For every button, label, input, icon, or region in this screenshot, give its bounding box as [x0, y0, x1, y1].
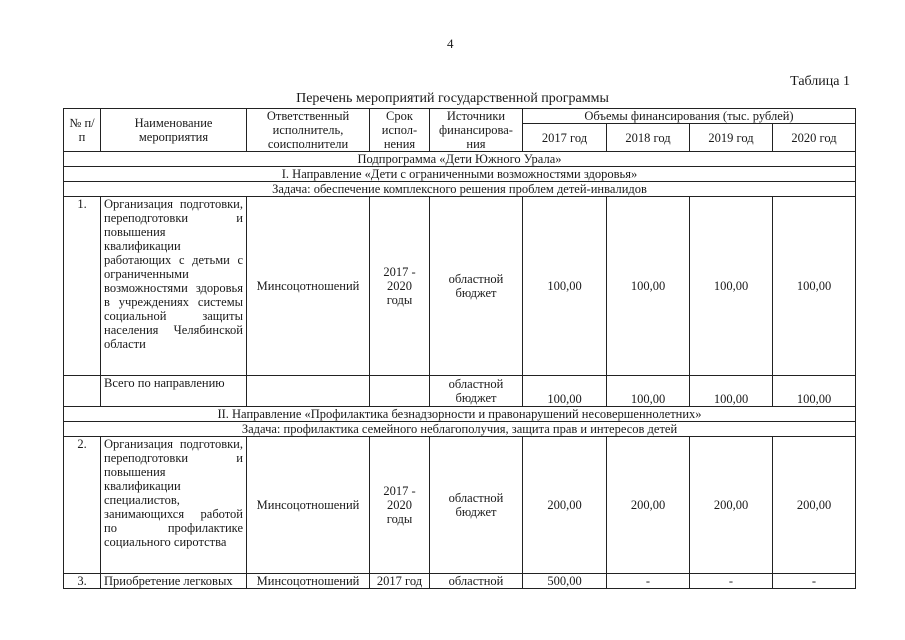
- row-3-source: областной: [430, 574, 523, 589]
- row-2-responsible: Минсоцотношений: [247, 437, 370, 574]
- header-row-1: [64, 109, 856, 124]
- table-label: Таблица 1: [790, 74, 850, 89]
- measures-table: [63, 108, 856, 589]
- header-name: Наименование мероприятия: [101, 109, 247, 152]
- row-1-name: Организация подготовки, переподготовки и повышения квалификации работающих с детьми с ограниченными возможностями здоровья в учреждениях системы социальной защиты населения Челябинской области: [101, 197, 247, 376]
- total-1-value-2017: 100,00: [523, 376, 607, 407]
- table-row: [64, 197, 856, 376]
- header-year-2019: 2019 год: [690, 124, 773, 152]
- row-1-value-2018: 100,00: [607, 197, 690, 376]
- row-2-source: областной бюджет: [430, 437, 523, 574]
- row-1-term: 2017 - 2020 годы: [370, 197, 430, 376]
- task-1-title: Задача: обеспечение комплексного решения проблем детей-инвалидов: [64, 182, 856, 197]
- direction-1-row: [64, 167, 856, 182]
- row-2-value-2018: 200,00: [607, 437, 690, 574]
- row-1-value-2017: 100,00: [523, 197, 607, 376]
- page-number: 4: [447, 36, 454, 51]
- task-1-row: [64, 182, 856, 197]
- total-1-name: Всего по направлению: [101, 376, 247, 407]
- task-2-title: Задача: профилактика семейного неблагополучия, защита прав и интересов детей: [64, 422, 856, 437]
- total-1-num: [64, 376, 101, 407]
- row-1-source: областной бюджет: [430, 197, 523, 376]
- subprogram-row: [64, 152, 856, 167]
- header-year-2020: 2020 год: [773, 124, 856, 152]
- total-1-value-2019: 100,00: [690, 376, 773, 407]
- header-responsible: Ответственный исполнитель, соисполнители: [247, 109, 370, 152]
- row-3-value-2017: 500,00: [523, 574, 607, 589]
- total-1-value-2020: 100,00: [773, 376, 856, 407]
- row-3-value-2020: -: [773, 574, 856, 589]
- row-3-value-2018: -: [607, 574, 690, 589]
- row-2-value-2020: 200,00: [773, 437, 856, 574]
- row-1-responsible: Минсоцотношений: [247, 197, 370, 376]
- direction-2-row: [64, 407, 856, 422]
- row-3-value-2019: -: [690, 574, 773, 589]
- document-title: Перечень мероприятий государственной программы: [296, 91, 609, 106]
- header-sources: Источники финансирова-ния: [430, 109, 523, 152]
- table-row: [64, 437, 856, 574]
- direction-1-title: I. Направление «Дети с ограниченными возможностями здоровья»: [64, 167, 856, 182]
- task-2-row: [64, 422, 856, 437]
- header-term: Срок испол-нения: [370, 109, 430, 152]
- header-funding: Объемы финансирования (тыс. рублей): [523, 109, 856, 124]
- row-2-name: Организация подготовки, переподготовки и повышения квалификации специалистов, занимающихся работой по профилактике социального сиротства: [101, 437, 247, 574]
- header-year-2017: 2017 год: [523, 124, 607, 152]
- total-1-value-2018: 100,00: [607, 376, 690, 407]
- header-year-2018: 2018 год: [607, 124, 690, 152]
- row-2-value-2017: 200,00: [523, 437, 607, 574]
- table-row: [64, 574, 856, 589]
- table-row: [64, 376, 856, 407]
- header-num: № п/п: [64, 109, 101, 152]
- total-1-responsible: [247, 376, 370, 407]
- row-3-name: Приобретение легковых: [101, 574, 247, 589]
- row-1-value-2019: 100,00: [690, 197, 773, 376]
- total-1-term: [370, 376, 430, 407]
- direction-2-title: II. Направление «Профилактика безнадзорности и правонарушений несовершеннолетних»: [64, 407, 856, 422]
- row-2-term: 2017 - 2020 годы: [370, 437, 430, 574]
- row-3-num: 3.: [64, 574, 101, 589]
- subprogram-title: Подпрограмма «Дети Южного Урала»: [64, 152, 856, 167]
- row-2-value-2019: 200,00: [690, 437, 773, 574]
- row-1-num: 1.: [64, 197, 101, 376]
- row-2-num: 2.: [64, 437, 101, 574]
- row-1-value-2020: 100,00: [773, 197, 856, 376]
- row-3-responsible: Минсоцотношений: [247, 574, 370, 589]
- total-1-source: областной бюджет: [430, 376, 523, 407]
- row-3-term: 2017 год: [370, 574, 430, 589]
